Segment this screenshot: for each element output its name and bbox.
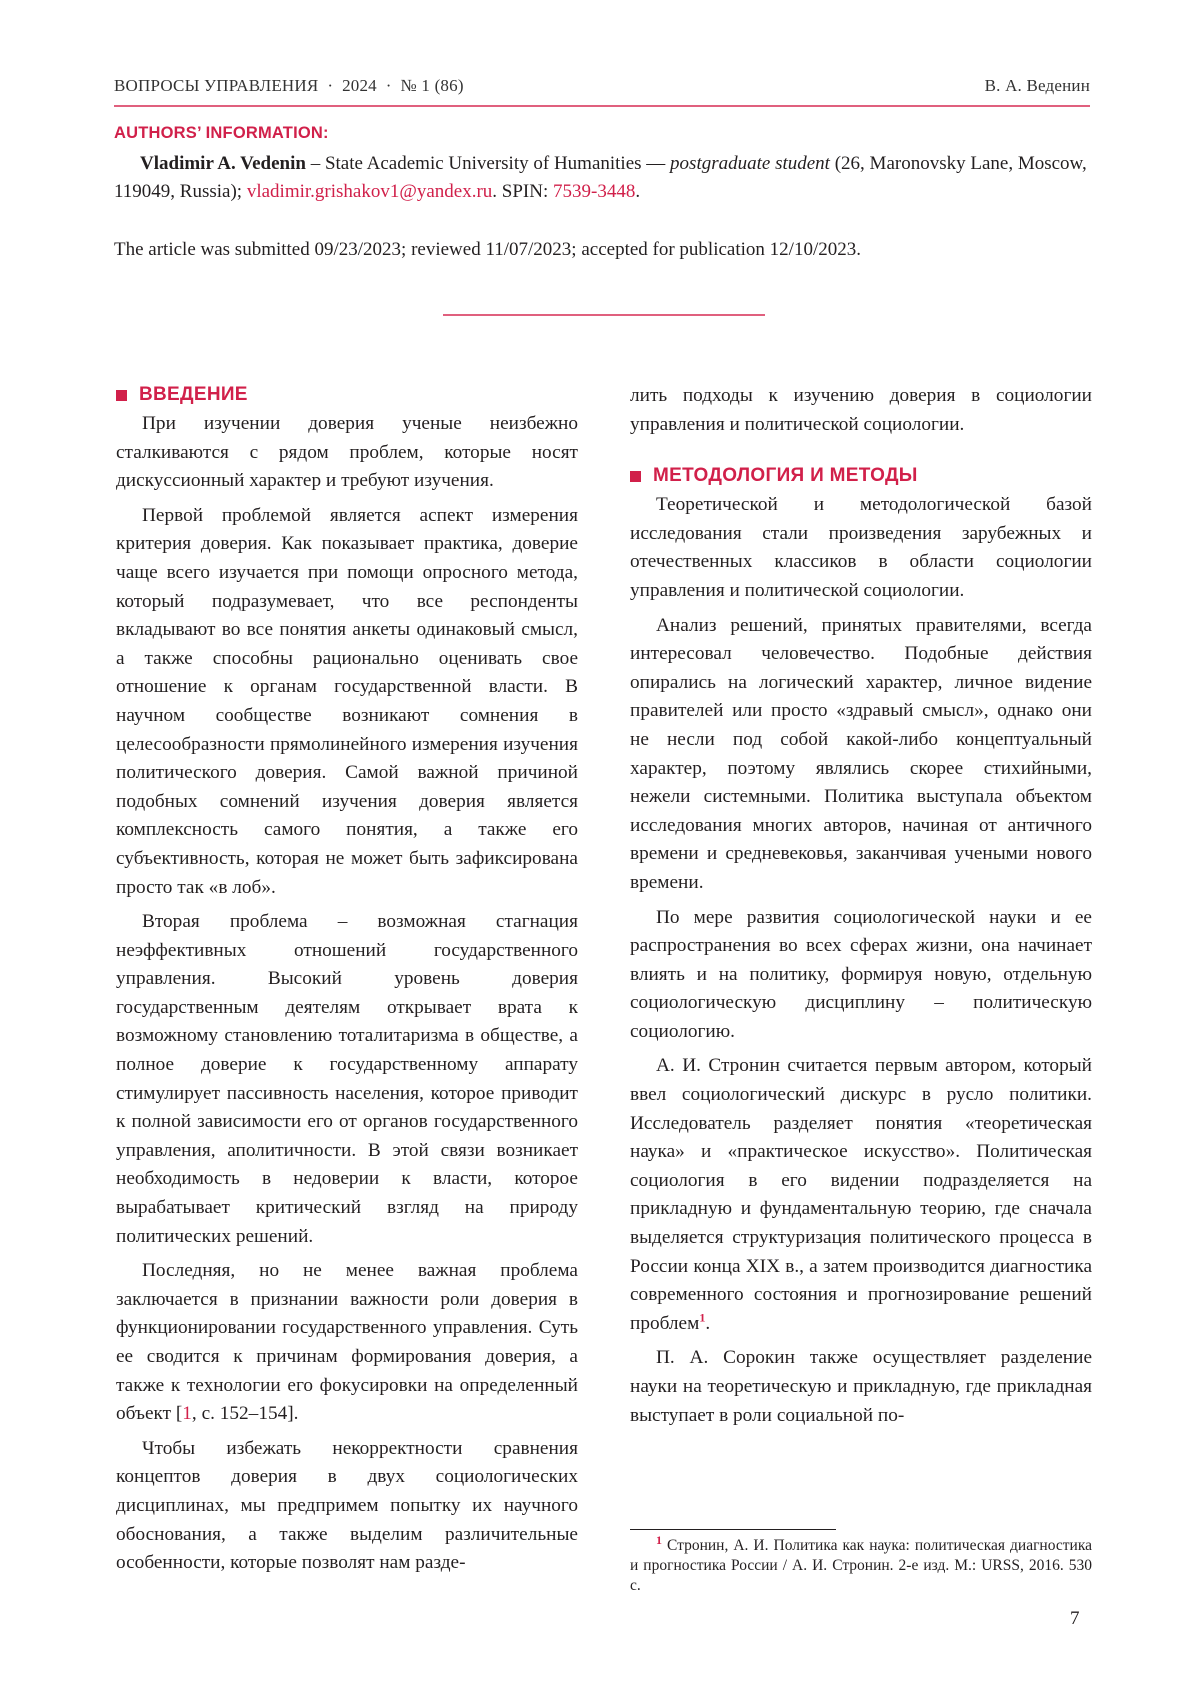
footnote-ref-link[interactable]: 1	[699, 1310, 706, 1325]
spin-end: .	[635, 181, 641, 202]
running-header	[114, 76, 1090, 96]
left-column	[116, 382, 578, 1578]
square-bullet-icon	[630, 471, 641, 482]
header-rule	[114, 105, 1090, 107]
author-email-link[interactable]: vladimir.grishakov1@yandex.ru	[246, 181, 493, 202]
paragraph: Анализ решений, принятых правителями, всегда интересовал человечество. Подобные действия опирались на логический характер, личное видение правителей или просто «здравый смысл», однако они не несли под собой какой-либо концептуальный характер, поэтому являлись скорее стихийными, нежели системными. Политика выступала объектом исследования многих авторов, начиная от античного времени и средневековья, заканчивая учеными нового времени.	[630, 614, 1092, 893]
paragraph: Чтобы избежать некорректности сравнения концептов доверия в двух социологических дисциплинах, мы предпримем попытку их научного обоснования, а также выделим различительные особенности, которые позволят нам разде-	[116, 1437, 578, 1574]
paragraph	[116, 1257, 578, 1429]
paragraph: По мере развития социологической науки и ее распространения во всех сферах жизни, она начинает влиять и на политику, формируя новую, отдельную социологическую дисциплину – политическую социологию.	[630, 906, 1092, 1042]
citation-link[interactable]: 1	[182, 1403, 192, 1425]
authors-info-title: AUTHORS’ INFORMATION:	[114, 124, 329, 142]
paragraph: При изучении доверия ученые неизбежно сталкиваются с рядом проблем, которые носят дискуссионный характер и требуют изучения.	[116, 413, 578, 492]
running-author: В. А. Веденин	[984, 76, 1090, 95]
spin-link[interactable]: 7539-3448	[553, 181, 636, 202]
submission-dates: The article was submitted 09/23/2023; reviewed 11/07/2023; accepted for publication 12/10/2023.	[114, 239, 861, 260]
section-divider	[443, 314, 765, 316]
author-address: (26, Maronovsky Lane, Moscow, 119049, Russia);	[114, 153, 1087, 202]
paragraph: Теоретической и методологической базой исследования стали произведения зарубежных и отечественных классиков в области социологии управления и политической социологии.	[630, 494, 1092, 601]
author-affiliation: – State Academic University of Humanities —	[305, 153, 671, 174]
footnote-text: Стронин, А. И. Политика как наука: политическая диагностика и прогностика России / А. И. Стронин. 2-е изд. М.: URSS, 2016. 530 с.	[630, 1537, 1092, 1594]
section-title: ВВЕДЕНИЕ	[139, 384, 248, 405]
authors-info	[114, 150, 1090, 206]
footnote-rule	[630, 1529, 836, 1530]
footnote-mark: 1	[656, 1532, 662, 1547]
paragraph: П. А. Сорокин также осуществляет разделение науки на теоретическую и прикладную, где прикладная выступает в роли социальной по-	[630, 1347, 1092, 1426]
paragraph-text: А. И. Стронин считается первым автором, который ввел социологический дискурс в русло политики. Исследователь разделяет понятия «теоретическая наука» и «практическое искусство». Политическая социология в его видении подразделяется на прикладную и фундаментальную теорию, где сначала выделяется структуризация политического процесса в России конца XIX в., а затем производится диагностика современного состояния и прогнозирование решений проблем	[630, 1055, 1092, 1334]
page-number: 7	[1070, 1608, 1080, 1629]
section-heading-introduction	[116, 382, 578, 408]
paragraph: Вторая проблема – возможная стагнация неэффективных отношений государственного управления. Высокий уровень доверия государственным деятелям открывает врата к возможному становлению тоталитаризма в обществе, а полное доверие к государственному аппарату стимулирует пассивность населения, которое приводит к полной зависимости его от органов государственного управления, аполитичности. В этой связи возникает необходимость в недоверии к власти, которое вырабатывает критический взгляд на природу политических решений.	[116, 911, 578, 1247]
section-heading-methodology	[630, 463, 1092, 489]
author-name: Vladimir A. Vedenin	[140, 153, 306, 174]
paragraph: лить подходы к изучению доверия в социологии управления и политической социологии.	[630, 385, 1092, 435]
author-position: postgraduate student	[670, 153, 830, 174]
journal-title: ВОПРОСЫ УПРАВЛЕНИЯ · 2024 · № 1 (86)	[114, 76, 464, 95]
right-column	[630, 382, 1092, 1430]
paragraph: Первой проблемой является аспект измерения критерия доверия. Как показывает практика, доверие чаще всего изучается при помощи опросного метода, который подразумевает, что все респонденты вкладывают во все понятия анкеты одинаковый смысл, а также способны рационально оценивать свое отношение к органам государственной власти. В научном сообществе возникают сомнения в целесообразности прямолинейного измерения изучения политического доверия. Самой важной причиной подобных сомнений изучения доверия является комплексность самого понятия, а также его субъективность, которая не может быть зафиксирована просто так «в лоб».	[116, 504, 578, 898]
spin-label: . SPIN:	[492, 181, 553, 202]
footnote	[630, 1532, 1092, 1596]
paragraph-text: .	[705, 1312, 711, 1334]
paragraph	[630, 1052, 1092, 1338]
square-bullet-icon	[116, 390, 127, 401]
paragraph-text: , с. 152–154].	[191, 1403, 299, 1425]
section-title: МЕТОДОЛОГИЯ И МЕТОДЫ	[653, 465, 918, 487]
paragraph-text: Последняя, но не менее важная проблема заключается в признании важности роли доверия в функционировании государственного управления. Суть ее сводится к причинам формирования доверия, а также к технологии его фокусировки на определенный объект [	[116, 1260, 578, 1425]
